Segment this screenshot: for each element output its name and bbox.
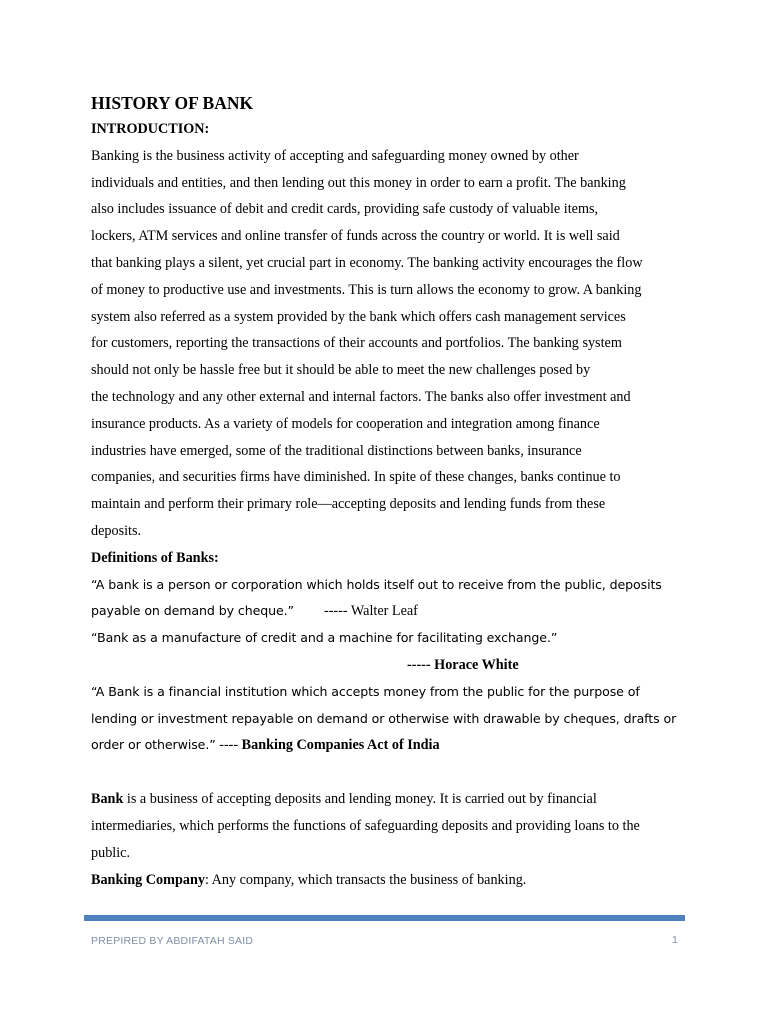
definition-separator: ---- (215, 737, 242, 754)
definition-attribution: Banking Companies Act of India (241, 737, 440, 754)
bank-term: Bank (91, 791, 124, 808)
intro-line: companies, and securities firms have diminished. In spite of these changes, banks continue to (91, 469, 621, 486)
intro-line: should not only be hassle free but it should be able to meet the new challenges posed by (91, 362, 591, 379)
definition-text: lending or investment repayable on demand or otherwise with drawable by cheques, drafts or (91, 710, 677, 726)
definition-text: “Bank as a manufacture of credit and a machine for facilitating exchange.” (91, 630, 558, 646)
intro-paragraph (91, 143, 691, 545)
intro-line: that banking plays a silent, yet crucial part in economy. The banking activity encourages the flow (91, 254, 643, 271)
intro-line: industries have emerged, some of the traditional distinctions between banks, insurance (91, 442, 582, 459)
banking-company-text: : Any company, which transacts the business of banking. (204, 871, 527, 888)
definition-walter-leaf (91, 572, 691, 626)
intro-line: lockers, ATM services and online transfer of funds across the country or world. It is well said (91, 228, 620, 245)
bank-definition (91, 786, 691, 866)
banking-company-term: Banking Company (91, 871, 205, 888)
definition-text: payable on demand by cheque.” (91, 603, 294, 619)
definition-text: order or otherwise.” (91, 737, 216, 753)
intro-line: maintain and perform their primary role—accepting deposits and lending funds from these (91, 496, 606, 513)
page-title: HISTORY OF BANK (91, 93, 254, 113)
definition-attribution: ----- Walter Leaf (323, 603, 418, 620)
bank-text: is a business of accepting deposits and lending money. It is carried out by financial (123, 791, 597, 808)
footer-rule (84, 915, 685, 921)
intro-line: insurance products. As a variety of models for cooperation and integration among finance (91, 415, 600, 432)
bank-text: intermediaries, which performs the functions of safeguarding deposits and providing loans to the (91, 817, 640, 834)
definition-attribution: ----- Horace White (407, 656, 519, 673)
definitions-heading: Definitions of Banks: (91, 549, 219, 566)
definition-horace-white (91, 625, 691, 679)
intro-line: for customers, reporting the transactions of their accounts and portfolios. The banking system (91, 335, 622, 352)
definition-text: “A bank is a person or corporation which holds itself out to receive from the public, deposits (91, 576, 662, 592)
definition-banking-act (91, 679, 691, 759)
footer-author: PREPIRED BY ABDIFATAH SAID (91, 935, 254, 947)
document-body (91, 90, 691, 893)
intro-line: Banking is the business activity of accepting and safeguarding money owned by other (91, 147, 579, 164)
intro-line: also includes issuance of debit and credit cards, providing safe custody of valuable items, (91, 201, 599, 218)
intro-line: individuals and entities, and then lending out this money in order to earn a profit. The banking (91, 174, 626, 191)
banking-company-definition (91, 867, 691, 894)
intro-heading: INTRODUCTION: (91, 121, 210, 137)
definition-text: “A Bank is a financial institution which accepts money from the public for the purpose of (91, 683, 640, 699)
intro-line: deposits. (91, 522, 142, 539)
intro-line: of money to productive use and investments. This is turn allows the economy to grow. A banking (91, 281, 642, 298)
page-number: 1 (672, 934, 678, 946)
bank-text: public. (91, 844, 131, 861)
intro-line: the technology and any other external and internal factors. The banks also offer investment and (91, 388, 631, 405)
intro-line: system also referred as a system provided by the bank which offers cash management services (91, 308, 626, 325)
